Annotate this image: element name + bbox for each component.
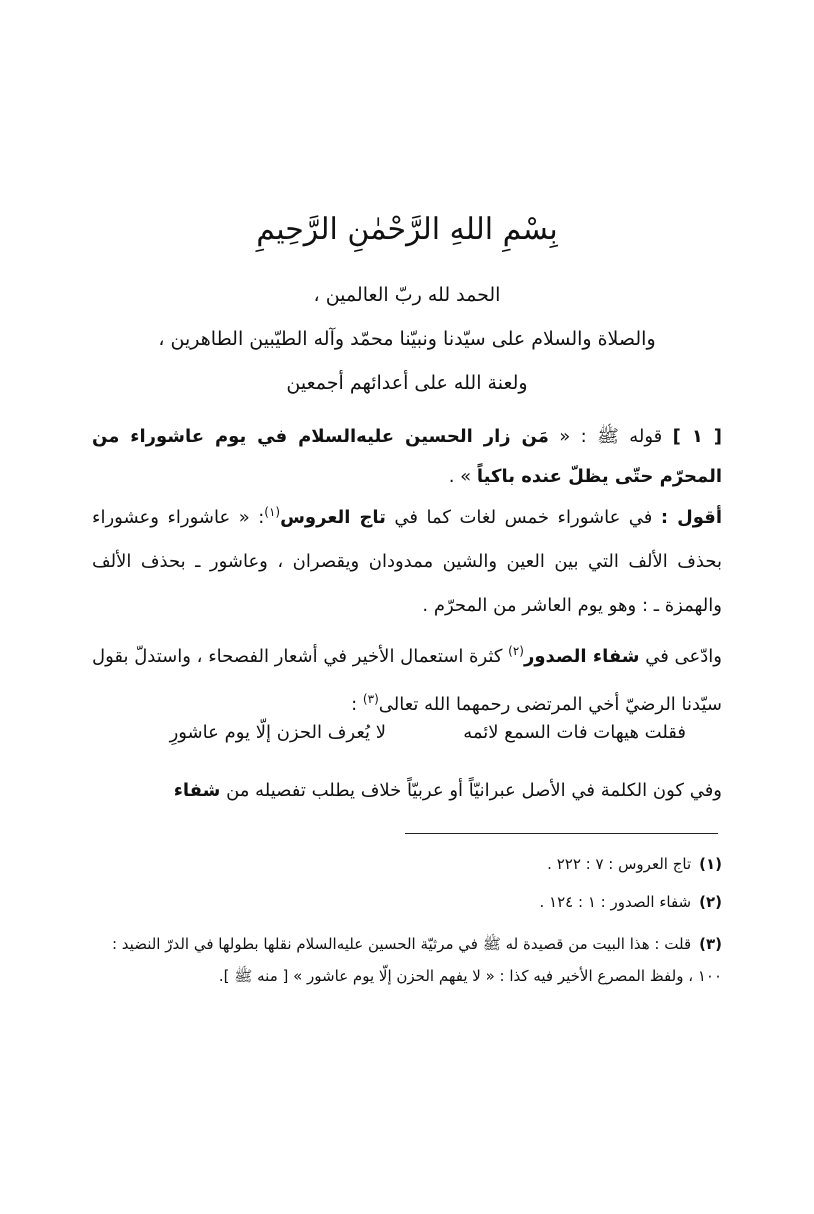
verse-hemistich-2: لا يُعرف الحزن إلّا يوم عاشورِ <box>169 722 386 743</box>
footnote-divider <box>405 833 718 834</box>
footnote-1-number: (١) <box>699 855 722 873</box>
salat-line: والصلاة والسلام على سيّدنا ونبيّنا محمّد وآله الطيّبين الطاهرين ، <box>158 328 656 350</box>
fikawn-paragraph <box>92 776 722 806</box>
waddaa-paragraph <box>92 630 722 726</box>
basmala: بِسْمِ اللهِ الرَّحْمٰنِ الرَّحِيمِ <box>256 212 558 247</box>
footnote-3-text: قلت : هذا البيت من قصيدة له ﷺ في مرثيّة الحسين عليه‌السلام نقلها بطولها في الدرّ النضيد : ١٠٠ ، ولفظ المصرع الأخير فيه كذا : « لا يفهم الحزن إلّا يوم عاشور » [ منه ﷺ ]. <box>111 935 722 985</box>
waddaa-text-3: : <box>351 694 363 715</box>
footnote-2-number: (٢) <box>699 893 722 911</box>
aqul-ref: (١) <box>264 505 281 519</box>
footnote-2 <box>92 893 722 911</box>
aqul-label: أقول : <box>660 507 722 528</box>
poetry-verse <box>92 722 722 752</box>
footnote-3 <box>92 928 722 992</box>
waddaa-ref-2: (٣) <box>362 692 379 706</box>
aqul-text-2: : « عاشوراء وعشوراء بحذف الألف التي بين العين والشين ممدودان ويقصران ، وعاشور ـ بحذف الألف والهمزة ـ : وهو يوم العاشر من المحرّم . <box>92 507 722 616</box>
hadith-text: مَن زار الحسين عليه‌السلام في يوم عاشوراء من المحرّم حتّى يظلّ عنده باكياً <box>92 426 722 487</box>
aqul-source: تاج العروس <box>280 507 386 528</box>
hadith-close: » . <box>448 466 477 487</box>
fikawn-source: شفاء <box>173 780 221 801</box>
waddaa-text-1: وادّعى في <box>639 646 722 667</box>
waddaa-text-2: كثرة استعمال الأخير في أشعار الفصحاء ، واستدلّ بقول سيّدنا الرضيّ أخي المرتضى رحمهما الله تعالى <box>92 646 722 715</box>
hadith-number: [ ١ ] <box>672 426 722 447</box>
footnote-3-number: (٣) <box>699 935 722 953</box>
footnote-1 <box>92 855 722 873</box>
aqul-text-1: في عاشوراء خمس لغات كما في <box>385 507 661 528</box>
waddaa-source: شفاء الصدور <box>523 646 640 667</box>
hadith-intro: قوله ﷺ : « <box>548 426 663 447</box>
hamd-line: الحمد لله ربّ العالمين ، <box>313 284 501 306</box>
aqul-paragraph <box>92 490 722 628</box>
hadith-paragraph <box>92 417 722 497</box>
footnote-1-text: تاج العروس : ٧ : ٢٢٢ . <box>547 855 692 873</box>
verse-hemistich-1: فقلت هيهات فات السمع لائمه <box>463 722 686 743</box>
waddaa-ref: (٢) <box>508 644 524 658</box>
fikawn-text: وفي كون الكلمة في الأصل عبرانيّاً أو عربيّاً خلاف يطلب تفصيله من <box>220 780 722 801</box>
laana-line: ولعنة الله على أعدائهم أجمعين <box>286 372 528 394</box>
footnote-2-text: شفاء الصدور : ١ : ١٢٤ . <box>539 893 692 911</box>
